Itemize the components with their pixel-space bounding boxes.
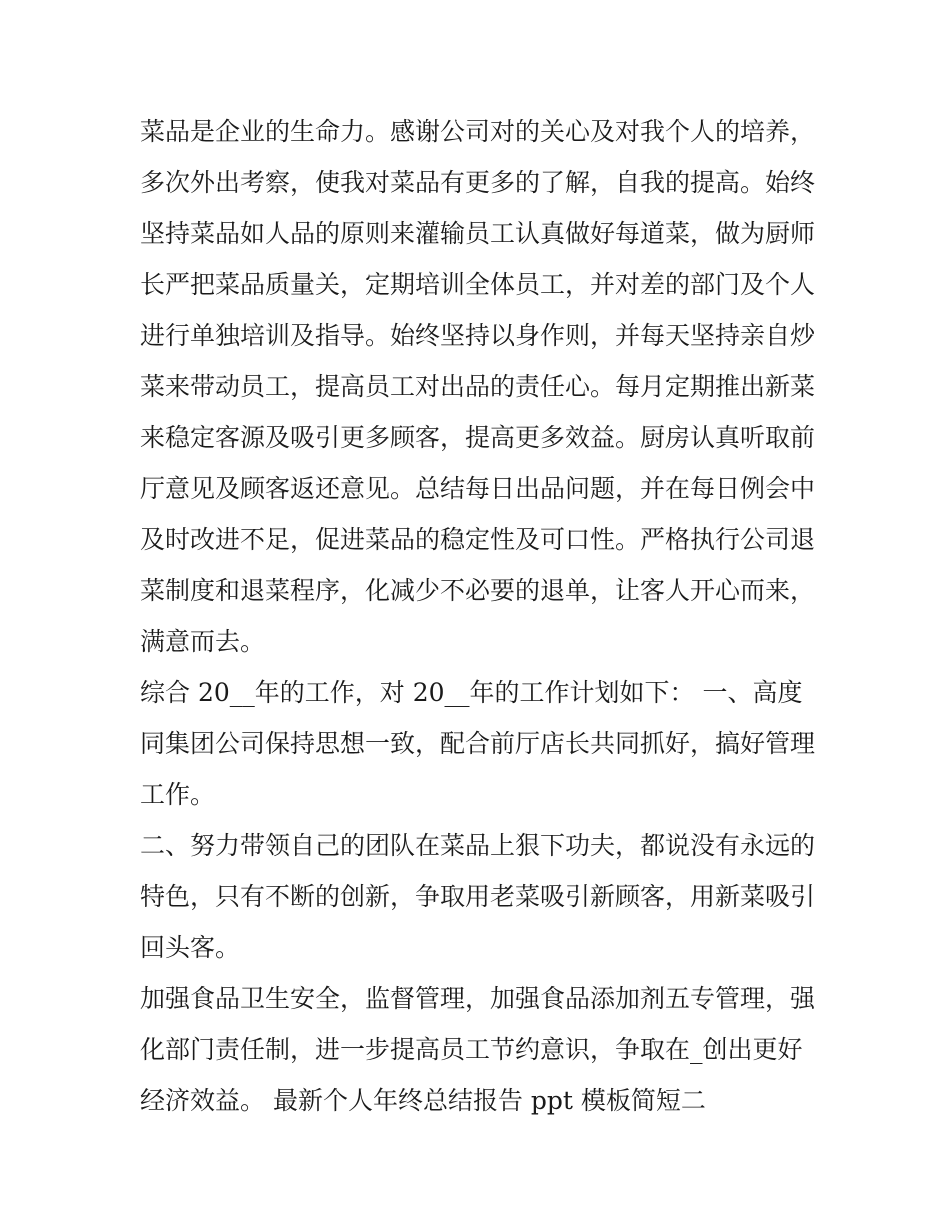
paragraph-team-innovation: 二、努力带领自己的团队在菜品上狠下功夫，都说没有永远的特色，只有不断的创新，争取用老菜吸引新顾客，用新菜吸引回头客。 bbox=[140, 831, 816, 962]
document-body bbox=[140, 106, 820, 1126]
paragraph-work-plan: 综合 20__年的工作，对 20__年的工作计划如下： 一、高度同集团公司保持思想一致，配合前厅店长共同抓好，搞好管理工作。 bbox=[140, 678, 816, 809]
paragraph-food-safety: 加强食品卫生安全，监督管理，加强食品添加剂五专管理，强化部门责任制，进一步提高员工节约意识，争取在_创出更好经济效益。 最新个人年终总结报告 ppt 模板简短二 bbox=[140, 984, 816, 1115]
paragraph-dish-quality: 菜品是企业的生命力。感谢公司对的关心及对我个人的培养，多次外出考察，使我对菜品有更多的了解，自我的提高。始终坚持菜品如人品的原则来灌输员工认真做好每道菜，做为厨师长严把菜品质量关，定期培训全体员工，并对差的部门及个人进行单独培训及指导。始终坚持以身作则，并每天坚持亲自炒菜来带动员工，提高员工对出品的责任心。每月定期推出新菜来稳定客源及吸引更多顾客，提高更多效益。厨房认真听取前厅意见及顾客返还意见。总结每日出品问题，并在每日例会中及时改进不足，促进菜品的稳定性及可口性。严格执行公司退菜制度和退菜程序，化减少不必要的退单，让客人开心而来，满意而去。 bbox=[140, 117, 816, 656]
